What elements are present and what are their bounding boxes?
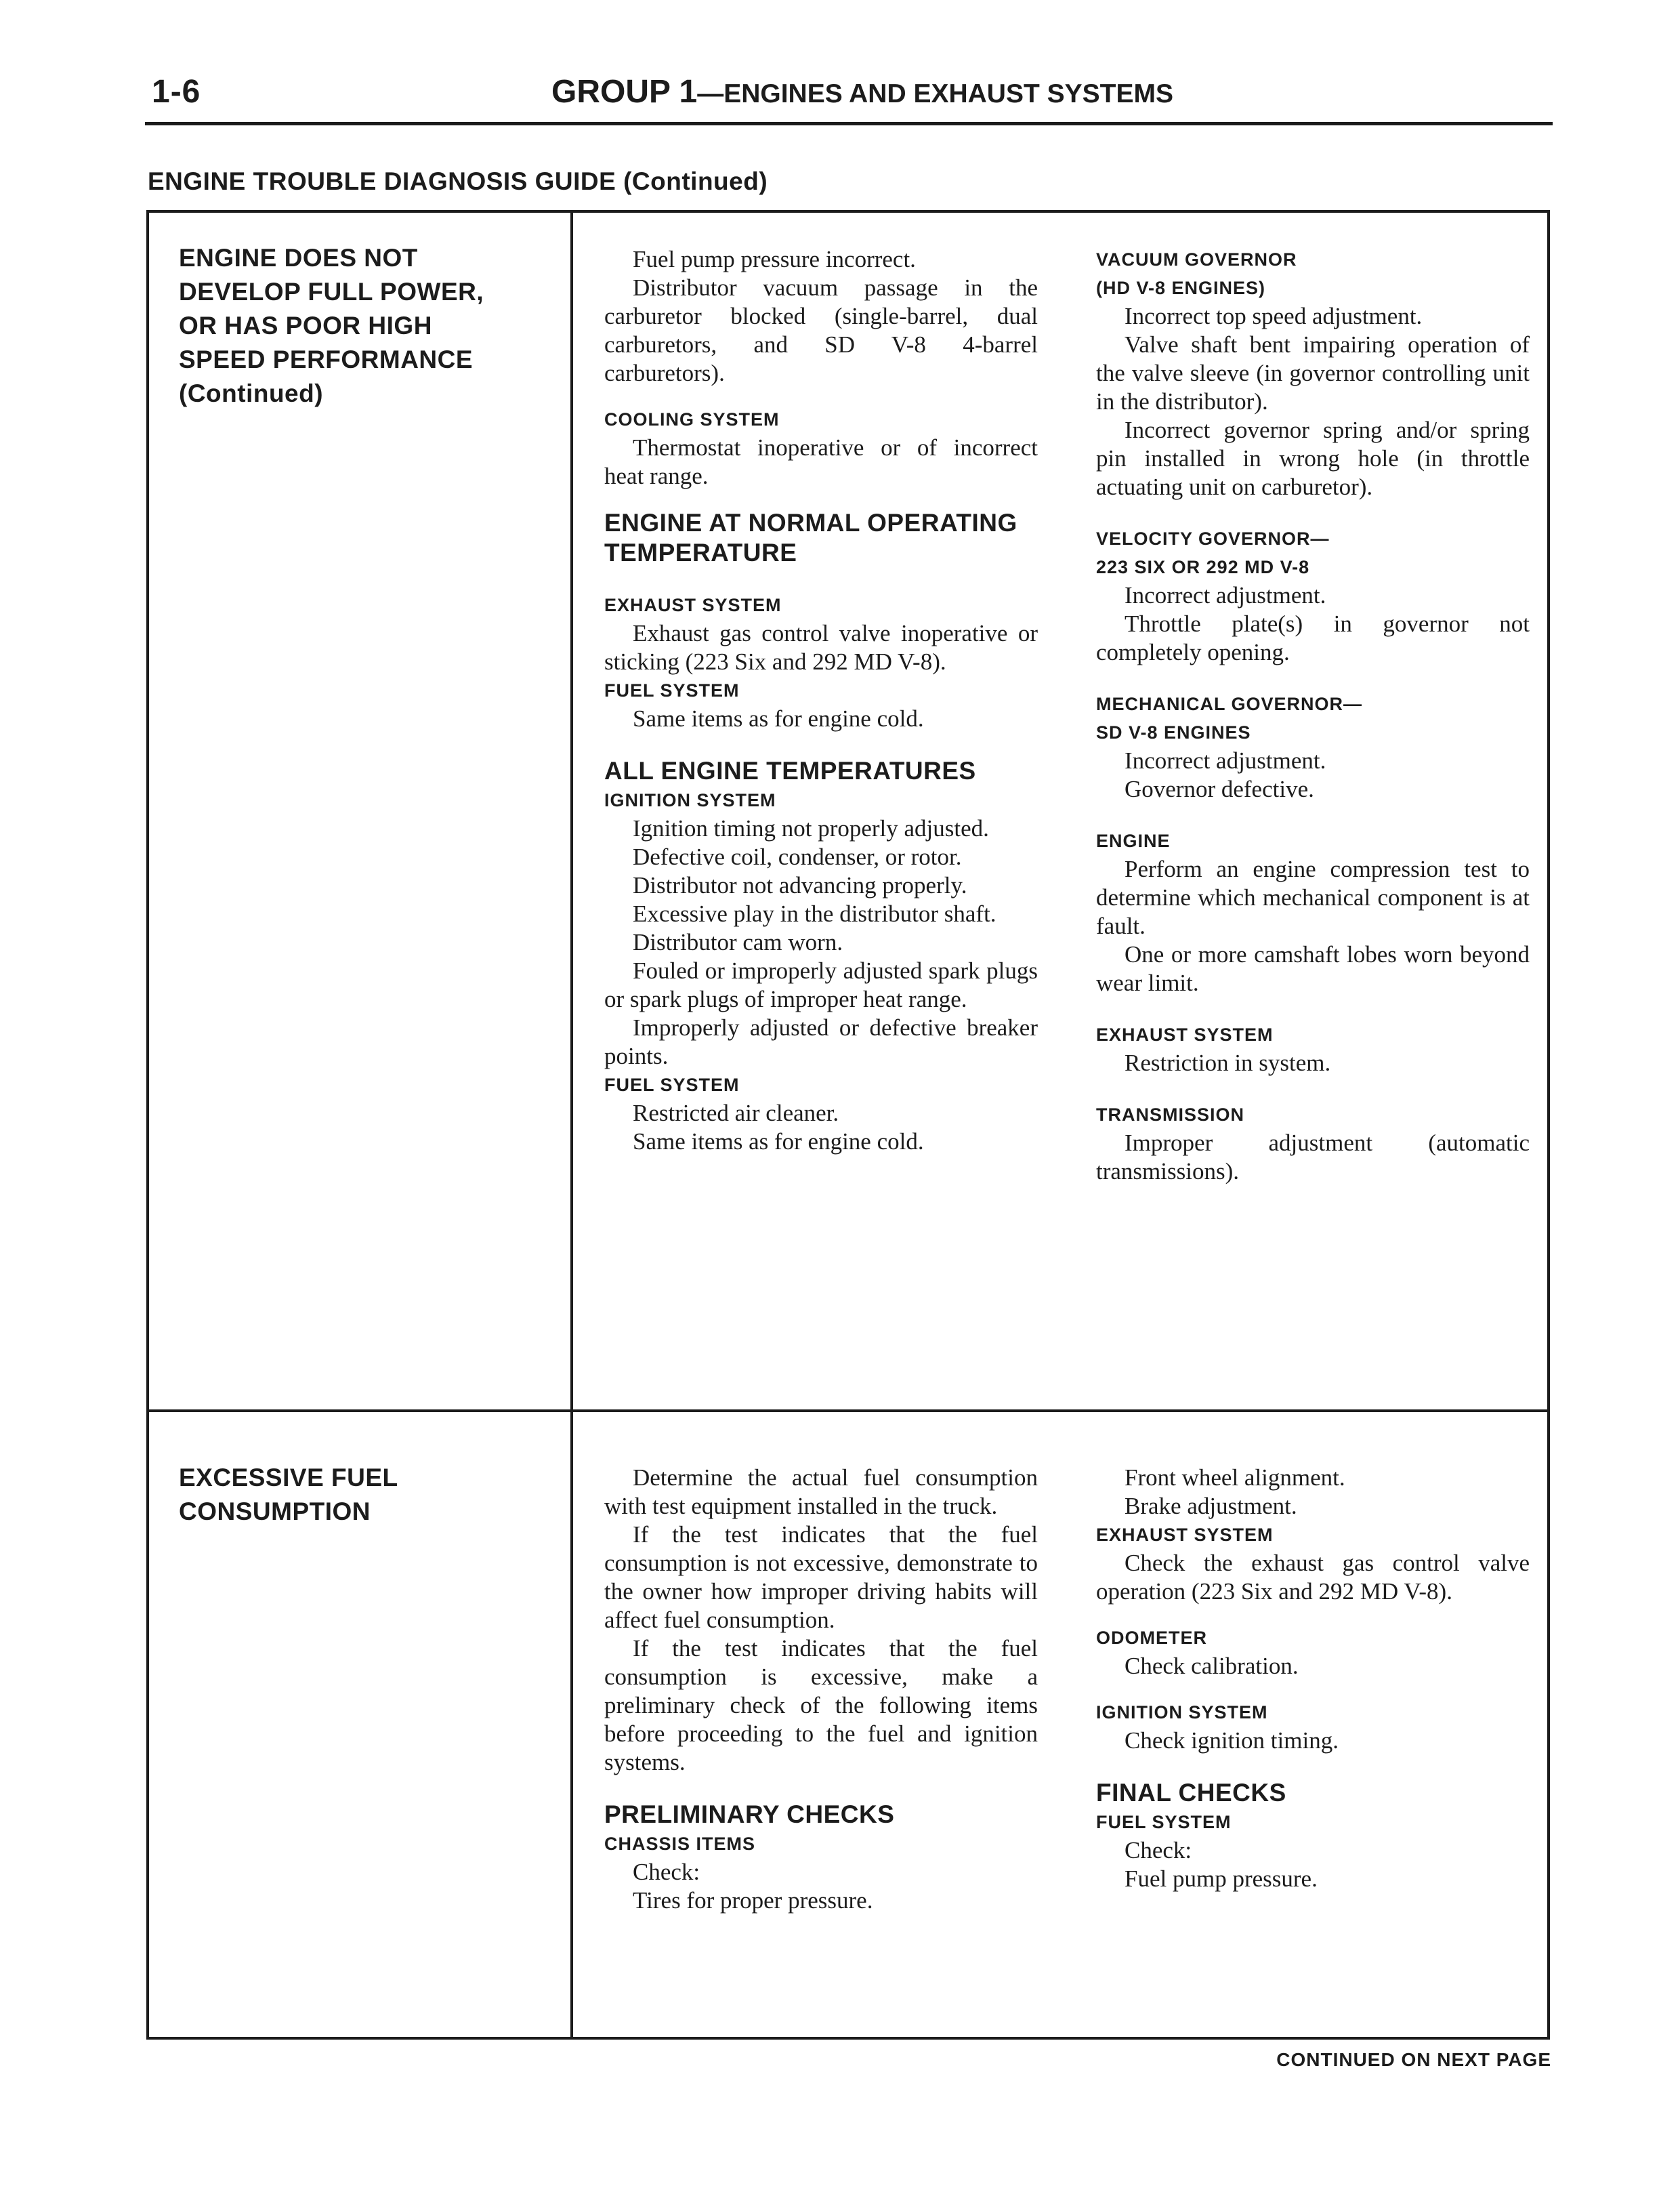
cause-text: Incorrect adjustment. [1125,747,1326,774]
cause-text: Same items as for engine cold. [633,705,924,732]
group-label: GROUP 1 [551,74,698,110]
section-title: ENGINES AND EXHAUST SYSTEMS [723,79,1174,108]
subheading-fuel-system: FUEL SYSTEM [1096,1812,1232,1832]
guide-title: ENGINE TROUBLE DIAGNOSIS GUIDE (Continued) [148,167,768,195]
page-header [551,73,1173,110]
subheading-cooling-system: COOLING SYSTEM [604,409,780,430]
cause-text: Improperly adjusted or defective breaker points. [604,1014,1038,1069]
subheading-vacuum-governor-engines: (HD V-8 ENGINES) [1096,278,1266,298]
cause-text: Check ignition timing. [1125,1727,1339,1754]
table-border-top [146,210,1550,213]
subheading-odometer: ODOMETER [1096,1628,1208,1648]
symptom-line: EXCESSIVE FUEL [179,1464,398,1491]
cause-text: Exhaust gas control valve inoperative or sticking (223 Six and 292 MD V-8). [604,620,1038,675]
cause-text: Distributor vacuum passage in the carburetor blocked (single-barrel, dual carburetors, and SD V-8 4-barrel carburetors). [604,274,1038,386]
cause-text: Throttle plate(s) in governor not completely opening. [1096,611,1530,665]
subheading-ignition-system: IGNITION SYSTEM [1096,1702,1268,1722]
subheading-exhaust-system: EXHAUST SYSTEM [1096,1025,1274,1045]
symptom-line: SPEED PERFORMANCE [179,346,474,373]
table-row-divider [146,1409,1550,1412]
cause-text: Ignition timing not properly adjusted. [633,815,989,842]
cause-text: Check: [1125,1837,1192,1863]
subheading-exhaust-system: EXHAUST SYSTEM [604,595,782,615]
symptom-line: DEVELOP FULL POWER, [179,278,484,306]
cause-text: Incorrect adjustment. [1125,582,1326,608]
cause-text: Tires for proper pressure. [633,1887,873,1914]
subheading-vacuum-governor: VACUUM GOVERNOR [1096,249,1297,270]
subheading-ignition-system: IGNITION SYSTEM [604,790,776,810]
cause-text: Check the exhaust gas control valve operation (223 Six and 292 MD V-8). [1096,1550,1530,1605]
cause-text: Check calibration. [1125,1653,1299,1679]
table-border-right [1547,210,1550,2040]
heading-normal-temperature: ENGINE AT NORMAL OPERATING TEMPERATURE [604,509,1017,566]
table-border-bottom [146,2037,1550,2040]
subheading-chassis-items: CHASSIS ITEMS [604,1834,756,1854]
header-dash: — [697,79,724,108]
subheading-transmission: TRANSMISSION [1096,1105,1245,1125]
cause-text: Brake adjustment. [1125,1493,1297,1519]
cause-text: Valve shaft bent impairing operation of the valve sleeve (in governor controlling unit in the distributor). [1096,331,1530,415]
cause-text: Perform an engine compression test to determine which mechanical component is at fault. [1096,856,1530,939]
cause-text: Restriction in system. [1125,1050,1331,1076]
row1-causes-col2 [604,245,1038,1156]
heading-final-checks: FINAL CHECKS [1096,1779,1286,1807]
cause-text: Fouled or improperly adjusted spark plugs or spark plugs of improper heat range. [604,957,1038,1012]
symptom-excessive-fuel [179,1461,398,1529]
cause-text: Defective coil, condenser, or rotor. [633,844,962,870]
heading-preliminary-checks: PRELIMINARY CHECKS [604,1800,895,1828]
subheading-mechanical-governor: MECHANICAL GOVERNOR— [1096,694,1363,714]
cause-text: Same items as for engine cold. [633,1128,924,1155]
diagnosis-table [146,210,1550,2040]
cause-text: Excessive play in the distributor shaft. [633,901,996,927]
table-column-divider [570,210,573,2040]
subheading-velocity-governor-engines: 223 SIX OR 292 MD V-8 [1096,557,1310,577]
subheading-velocity-governor: VELOCITY GOVERNOR— [1096,529,1330,549]
table-border-left [146,210,149,2040]
cause-text: If the test indicates that the fuel consumption is not excessive, demonstrate to the owner how improper driving habits will affect fuel consumption. [604,1521,1038,1633]
symptom-poor-power [179,241,484,411]
cause-text: Check: [633,1859,700,1885]
cause-text: Front wheel alignment. [1125,1464,1345,1491]
cause-text: Distributor not advancing properly. [633,872,967,899]
symptom-line: OR HAS POOR HIGH [179,312,432,339]
cause-text: If the test indicates that the fuel consumption is excessive, make a preliminary check of the following items before proceeding to the fuel and ignition systems. [604,1635,1038,1775]
cause-text: Fuel pump pressure incorrect. [633,246,916,272]
row2-causes-col2 [604,1464,1038,1915]
subheading-engine: ENGINE [1096,831,1171,851]
cause-text: Incorrect governor spring and/or spring pin installed in wrong hole (in throttle actuating unit on carburetor). [1096,417,1530,500]
subheading-exhaust-system: EXHAUST SYSTEM [1096,1525,1274,1545]
subheading-fuel-system: FUEL SYSTEM [604,1075,740,1095]
cause-text: Improper adjustment (automatic transmissions). [1096,1130,1530,1184]
subheading-fuel-system: FUEL SYSTEM [604,680,740,701]
header-rule [145,122,1553,125]
heading-all-temperatures: ALL ENGINE TEMPERATURES [604,757,976,785]
symptom-line: CONSUMPTION [179,1498,371,1525]
cause-text: One or more camshaft lobes worn beyond wear limit. [1096,941,1530,996]
cause-text: Thermostat inoperative or of incorrect heat range. [604,434,1038,489]
continued-notice: CONTINUED ON NEXT PAGE [1276,2049,1551,2070]
symptom-line: (Continued) [179,379,324,407]
subheading-mechanical-governor-engines: SD V-8 ENGINES [1096,722,1251,743]
cause-text: Governor defective. [1125,776,1314,802]
cause-text: Restricted air cleaner. [633,1100,839,1126]
cause-text: Determine the actual fuel consumption with test equipment installed in the truck. [604,1464,1038,1519]
row2-causes-col3 [1096,1464,1530,1893]
cause-text: Fuel pump pressure. [1125,1865,1318,1892]
page-number: 1-6 [152,74,201,110]
symptom-line: ENGINE DOES NOT [179,244,418,272]
cause-text: Incorrect top speed adjustment. [1125,303,1423,329]
row1-causes-col3 [1096,245,1530,1186]
cause-text: Distributor cam worn. [633,929,843,955]
